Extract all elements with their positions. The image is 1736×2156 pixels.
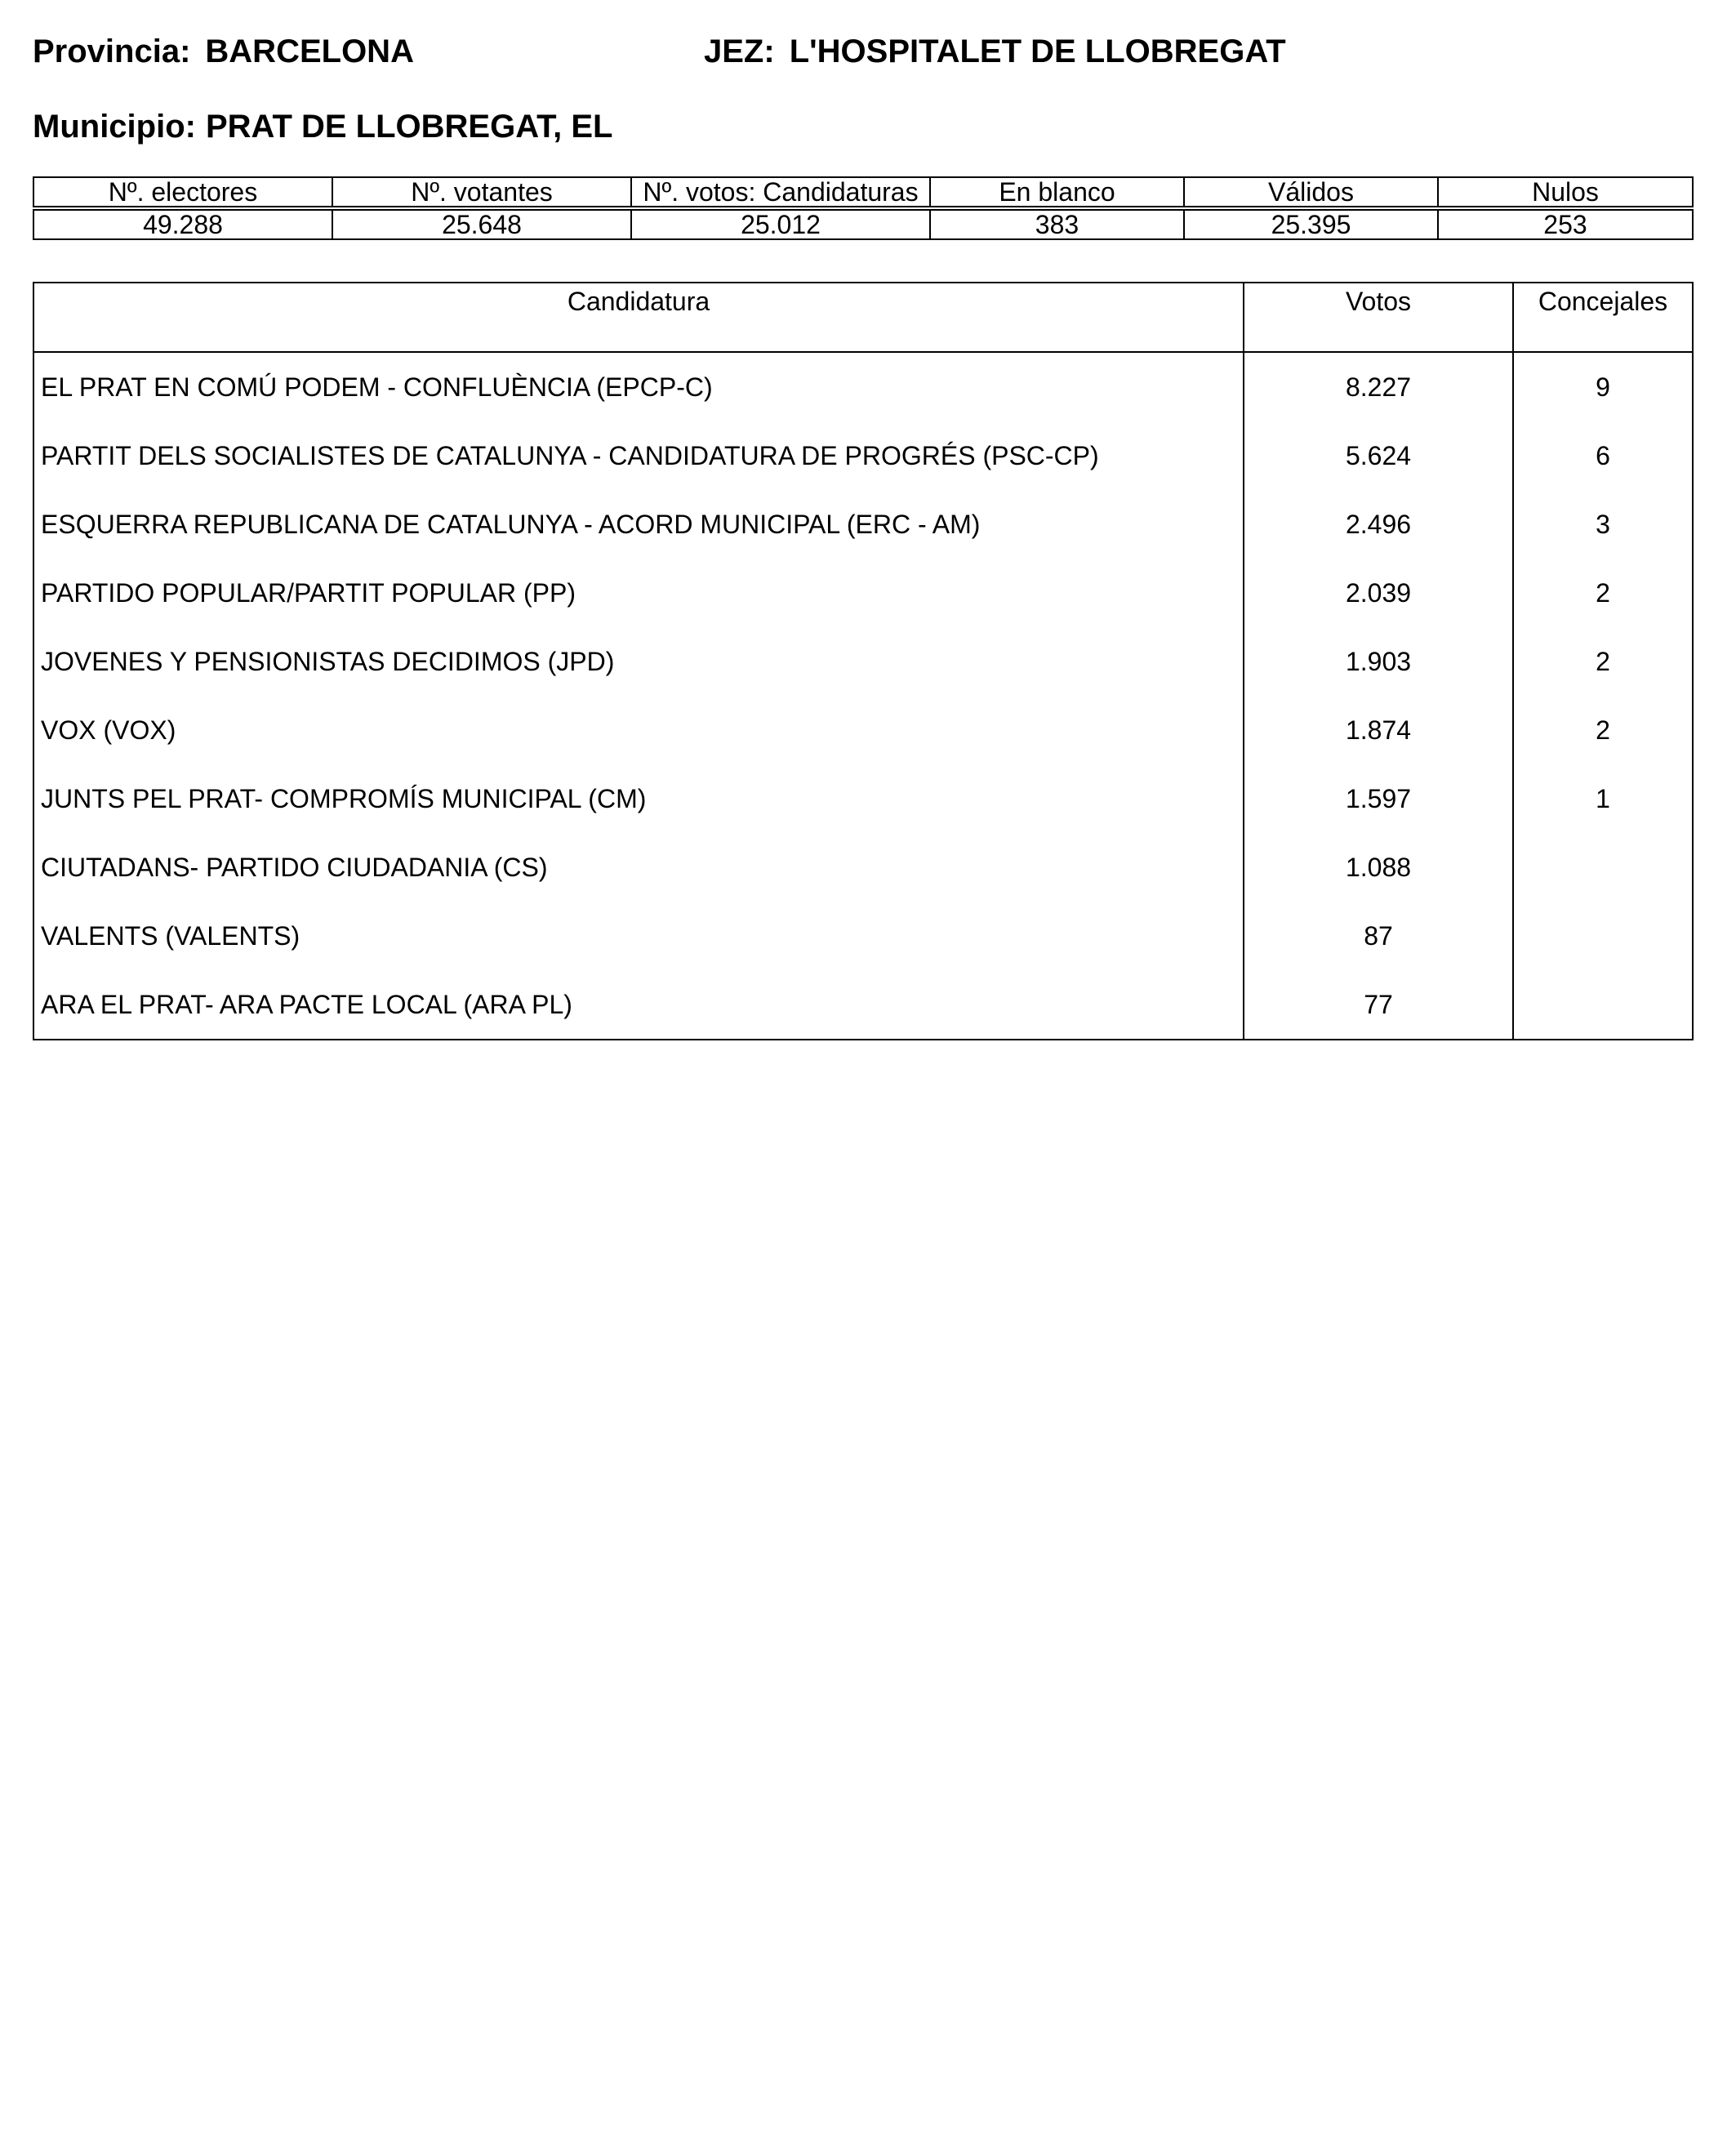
- table-row: [33, 490, 1693, 559]
- candidatura-name: VOX (VOX): [33, 696, 1244, 764]
- provincia-header: [33, 33, 414, 70]
- table-row: [33, 421, 1693, 490]
- jez-value: L'HOSPITALET DE LLOBREGAT: [789, 33, 1286, 69]
- votos-value: 5.624: [1244, 421, 1513, 490]
- candidatura-name: PARTIDO POPULAR/PARTIT POPULAR (PP): [33, 559, 1244, 627]
- summary-values-row: [33, 210, 1693, 239]
- summary-value-cell: 49.288: [33, 210, 332, 239]
- jez-label: JEZ:: [704, 33, 775, 69]
- votos-value: 77: [1244, 970, 1513, 1040]
- provincia-value: BARCELONA: [205, 33, 414, 69]
- table-row: [33, 352, 1693, 421]
- provincia-label: Provincia:: [33, 33, 191, 69]
- candidatura-name: ARA EL PRAT- ARA PACTE LOCAL (ARA PL): [33, 970, 1244, 1040]
- summary-header-cell: Nulos: [1438, 177, 1693, 207]
- candidatura-name: JOVENES Y PENSIONISTAS DECIDIMOS (JPD): [33, 627, 1244, 696]
- votos-value: 8.227: [1244, 352, 1513, 421]
- concejales-value: 1: [1513, 764, 1693, 833]
- votos-value: 1.597: [1244, 764, 1513, 833]
- concejales-value: [1513, 833, 1693, 902]
- results-header-row: [33, 283, 1693, 352]
- summary-header-cell: Válidos: [1184, 177, 1438, 207]
- concejales-value: [1513, 970, 1693, 1040]
- table-row: [33, 970, 1693, 1040]
- concejales-value: 2: [1513, 696, 1693, 764]
- municipio-header: [33, 108, 612, 145]
- summary-value-cell: 383: [930, 210, 1184, 239]
- summary-header-cell: Nº. votos: Candidaturas: [631, 177, 930, 207]
- summary-table: [33, 176, 1694, 240]
- candidatura-name: EL PRAT EN COMÚ PODEM - CONFLUÈNCIA (EPCP-C): [33, 352, 1244, 421]
- municipio-label: Municipio:: [33, 109, 196, 145]
- table-row: [33, 696, 1693, 764]
- concejales-value: 2: [1513, 627, 1693, 696]
- table-row: [33, 833, 1693, 902]
- table-row: [33, 627, 1693, 696]
- concejales-value: 2: [1513, 559, 1693, 627]
- summary-header-cell: Nº. electores: [33, 177, 332, 207]
- votos-value: 2.039: [1244, 559, 1513, 627]
- votos-value: 1.903: [1244, 627, 1513, 696]
- jez-header: [704, 33, 1286, 70]
- concejales-value: [1513, 902, 1693, 970]
- candidatura-name: PARTIT DELS SOCIALISTES DE CATALUNYA - CANDIDATURA DE PROGRÉS (PSC-CP): [33, 421, 1244, 490]
- candidatura-name: CIUTADANS- PARTIDO CIUDADANIA (CS): [33, 833, 1244, 902]
- summary-value-cell: 25.648: [332, 210, 631, 239]
- concejales-value: 3: [1513, 490, 1693, 559]
- votos-value: 87: [1244, 902, 1513, 970]
- concejales-value: 6: [1513, 421, 1693, 490]
- candidatura-name: VALENTS (VALENTS): [33, 902, 1244, 970]
- concejales-value: 9: [1513, 352, 1693, 421]
- summary-header-cell: En blanco: [930, 177, 1184, 207]
- candidatura-column-header: Candidatura: [33, 283, 1244, 352]
- summary-header-cell: Nº. votantes: [332, 177, 631, 207]
- summary-value-cell: 25.012: [631, 210, 930, 239]
- summary-value-cell: 253: [1438, 210, 1693, 239]
- table-row: [33, 764, 1693, 833]
- candidatura-name: JUNTS PEL PRAT- COMPROMÍS MUNICIPAL (CM): [33, 764, 1244, 833]
- candidatura-name: ESQUERRA REPUBLICANA DE CATALUNYA - ACORD MUNICIPAL (ERC - AM): [33, 490, 1244, 559]
- municipio-value: PRAT DE LLOBREGAT, EL: [205, 109, 613, 145]
- summary-value-cell: 25.395: [1184, 210, 1438, 239]
- votos-value: 2.496: [1244, 490, 1513, 559]
- results-table: [33, 282, 1694, 1040]
- votos-value: 1.088: [1244, 833, 1513, 902]
- table-row: [33, 902, 1693, 970]
- concejales-column-header: Concejales: [1513, 283, 1693, 352]
- votos-value: 1.874: [1244, 696, 1513, 764]
- votos-column-header: Votos: [1244, 283, 1513, 352]
- summary-header-row: [33, 177, 1693, 207]
- table-row: [33, 559, 1693, 627]
